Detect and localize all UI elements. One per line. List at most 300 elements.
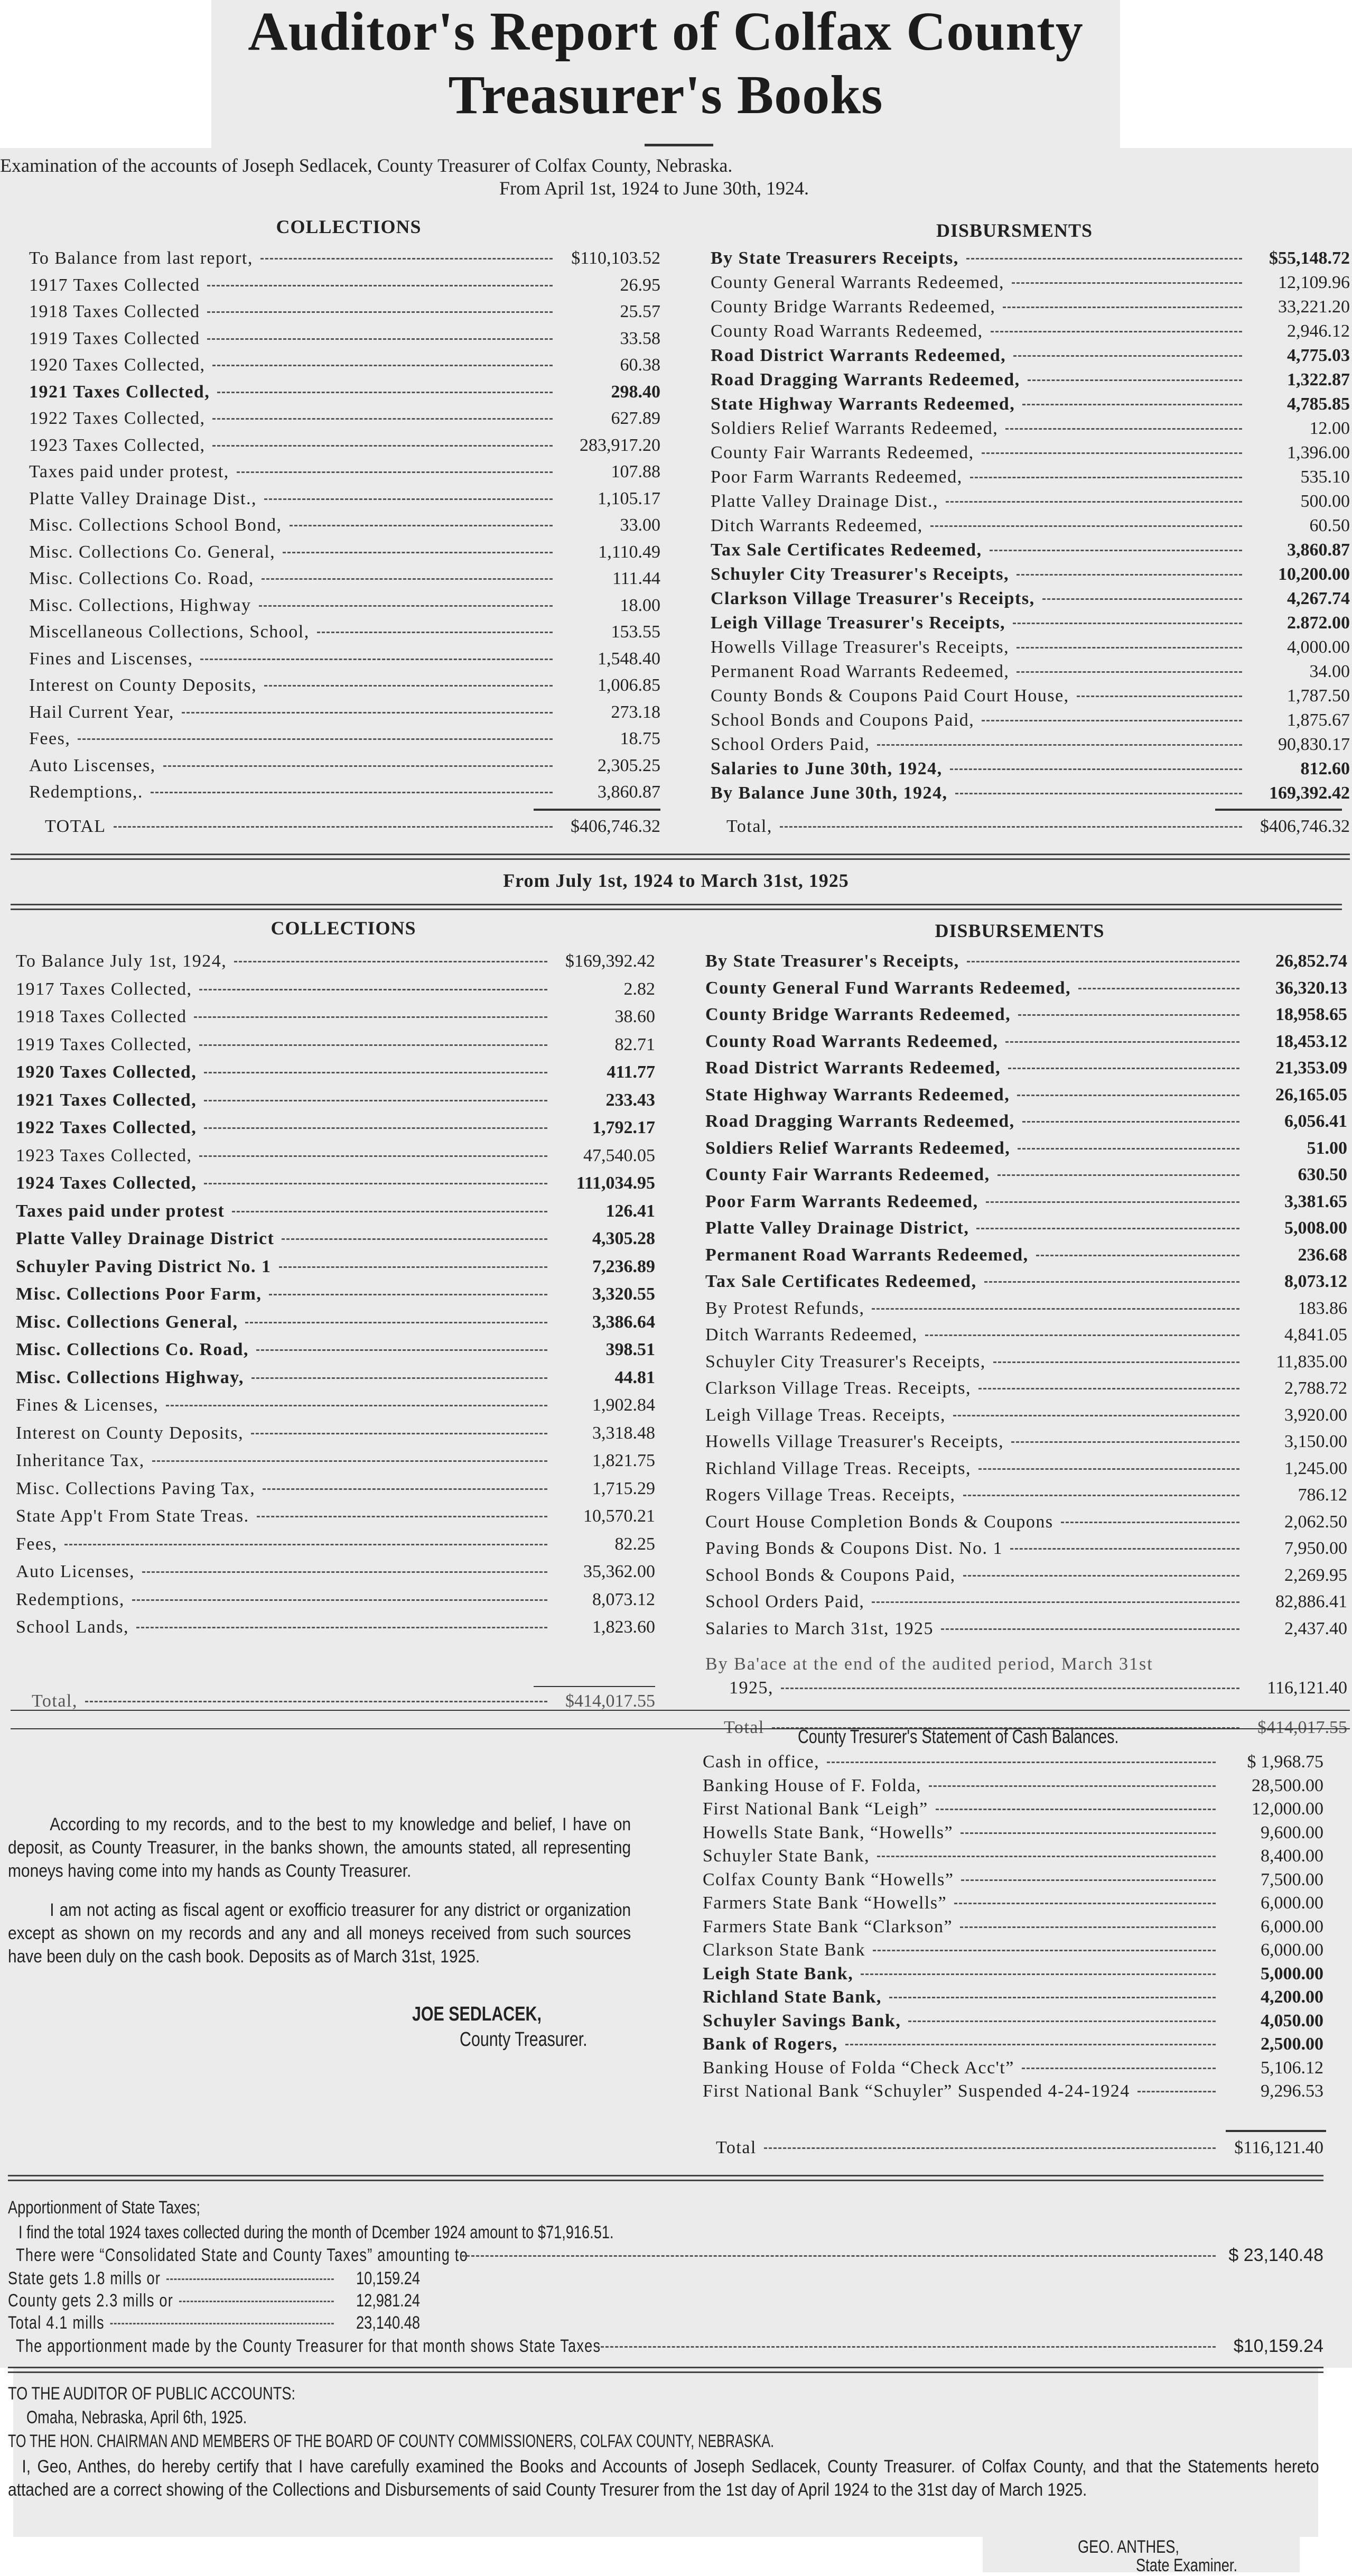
item-amount: 236.68 bbox=[1298, 1245, 1347, 1265]
item-label: Taxes paid under protest bbox=[16, 1201, 225, 1221]
list-item bbox=[703, 2011, 1323, 2035]
list-item bbox=[16, 1340, 655, 1368]
item-label: First National Bank “Leigh” bbox=[703, 1799, 928, 1819]
list-item bbox=[29, 275, 660, 302]
list-item bbox=[711, 516, 1350, 540]
item-label: First National Bank “Schuyler” Suspended 4-24-1924 bbox=[703, 2081, 1130, 2101]
list-item bbox=[705, 1352, 1347, 1379]
leader-dots bbox=[279, 1266, 547, 1268]
item-label: Misc. Collections, Highway bbox=[29, 595, 251, 615]
item-amount: 6,056.41 bbox=[1284, 1111, 1347, 1131]
leader-dots bbox=[263, 1488, 547, 1490]
item-label: State App't From State Treas. bbox=[16, 1506, 249, 1526]
item-label: Clarkson State Bank bbox=[703, 1940, 866, 1960]
leader-dots bbox=[781, 1688, 1239, 1689]
list-item bbox=[705, 1299, 1347, 1326]
statement-paragraph: I am not acting as fiscal agent or exofficio treasurer for any district or organization except as shown on my records and any and all moneys received from such sources have been duly on the cash book. Deposits as of March 31st, 1925. bbox=[8, 1900, 631, 1967]
item-amount: 233.43 bbox=[605, 1090, 655, 1110]
item-amount: 169,392.42 bbox=[1269, 783, 1350, 803]
leader-dots bbox=[960, 1926, 1216, 1928]
leader-dots bbox=[764, 2147, 1216, 2149]
item-amount: 1,902.84 bbox=[592, 1395, 655, 1415]
item-amount: 6,000.00 bbox=[1261, 1893, 1323, 1913]
item-label: Fees, bbox=[29, 729, 71, 748]
list-item bbox=[705, 1405, 1347, 1432]
item-label: 1923 Taxes Collected, bbox=[29, 435, 206, 455]
leader-dots bbox=[1022, 1121, 1239, 1123]
list-item bbox=[705, 1192, 1347, 1219]
item-label: Poor Farm Warrants Redeemed, bbox=[711, 467, 963, 487]
leader-dots bbox=[946, 501, 1242, 503]
leader-dots bbox=[264, 498, 553, 500]
leader-dots bbox=[199, 1044, 547, 1046]
leader-dots bbox=[251, 1433, 547, 1434]
leader-dots bbox=[908, 2021, 1216, 2022]
item-label: By Balance June 30th, 1924, bbox=[711, 783, 948, 803]
item-label: Misc. Collections Paving Tax, bbox=[16, 1478, 256, 1498]
item-amount: 18.75 bbox=[620, 729, 660, 748]
item-amount: 12,109.96 bbox=[1278, 273, 1350, 292]
consolidated-row bbox=[16, 2245, 1323, 2266]
cash-balances-heading: County Tresurer's Statement of Cash Balances. bbox=[798, 1726, 1119, 1747]
item-label: Platte Valley Drainage District, bbox=[705, 1218, 969, 1238]
item-label: County Fair Warrants Redeemed, bbox=[705, 1165, 990, 1184]
list-item bbox=[29, 489, 660, 516]
item-amount: 2,269.95 bbox=[1284, 1565, 1347, 1585]
item-amount: 3,860.87 bbox=[1287, 540, 1350, 560]
list-item bbox=[16, 1257, 655, 1285]
cash-balances-list bbox=[703, 1752, 1323, 2105]
list-item bbox=[16, 1173, 655, 1201]
leader-dots bbox=[1036, 1255, 1239, 1256]
item-amount: 11,835.00 bbox=[1276, 1351, 1347, 1372]
item-label: Bank of Rogers, bbox=[703, 2034, 838, 2054]
item-amount: 1,715.29 bbox=[592, 1478, 655, 1498]
item-label: 1920 Taxes Collected, bbox=[16, 1062, 197, 1082]
item-label: Soldiers Relief Warrants Redeemed, bbox=[711, 419, 999, 438]
list-item bbox=[711, 321, 1350, 346]
p1-disbursements-subtotal-rule bbox=[1215, 809, 1342, 811]
list-item bbox=[29, 596, 660, 623]
leader-dots bbox=[963, 1495, 1239, 1496]
item-amount: 51.00 bbox=[1307, 1138, 1347, 1158]
item-amount: 627.89 bbox=[611, 409, 660, 428]
item-label: 1921 Taxes Collected, bbox=[16, 1090, 197, 1110]
item-amount: 107.88 bbox=[611, 462, 660, 481]
list-item bbox=[16, 979, 655, 1007]
p1-collections-heading: COLLECTIONS bbox=[276, 216, 422, 237]
section-divider bbox=[11, 1728, 1350, 1729]
leader-dots bbox=[1018, 1014, 1239, 1016]
item-label: Leigh Village Treas. Receipts, bbox=[705, 1405, 946, 1425]
item-label: School Orders Paid, bbox=[705, 1592, 865, 1611]
item-label: Howells Village Treasurer's Receipts, bbox=[711, 637, 1010, 657]
item-amount: 8,073.12 bbox=[1284, 1272, 1347, 1291]
leader-dots bbox=[163, 765, 553, 767]
item-amount: 1,787.50 bbox=[1287, 686, 1350, 706]
p1-disbursements-total bbox=[726, 817, 1350, 837]
leader-dots bbox=[991, 331, 1242, 332]
item-label: By Protest Refunds, bbox=[705, 1298, 865, 1318]
item-amount: 1,110.49 bbox=[598, 542, 660, 562]
leader-dots bbox=[204, 1183, 547, 1184]
leader-dots bbox=[1042, 598, 1242, 600]
list-item bbox=[8, 2268, 420, 2291]
item-amount: 82.71 bbox=[614, 1034, 655, 1054]
leader-dots bbox=[212, 445, 553, 447]
item-label: Farmers State Bank “Howells” bbox=[703, 1893, 947, 1913]
item-label: 1919 Taxes Collected bbox=[29, 328, 200, 348]
leader-dots bbox=[204, 1127, 547, 1129]
list-item bbox=[705, 1485, 1347, 1512]
item-amount: 786.12 bbox=[1298, 1485, 1347, 1505]
item-label: To Balance July 1st, 1924, bbox=[16, 951, 227, 971]
leader-dots bbox=[136, 1627, 547, 1628]
list-item bbox=[705, 1619, 1347, 1646]
list-item bbox=[711, 540, 1350, 564]
leader-dots bbox=[1061, 1522, 1239, 1523]
p2-disbursements-heading: DISBURSEMENTS bbox=[935, 920, 1105, 941]
treasurer-signature-title: County Treasurer. bbox=[460, 2028, 588, 2051]
list-item bbox=[29, 569, 660, 596]
list-item bbox=[705, 1432, 1347, 1459]
item-amount: 8,073.12 bbox=[592, 1589, 655, 1609]
list-item bbox=[16, 1062, 655, 1090]
leader-dots bbox=[1077, 696, 1242, 697]
item-amount: 18.00 bbox=[620, 595, 660, 615]
leader-dots bbox=[179, 2301, 334, 2302]
leader-dots bbox=[182, 712, 553, 714]
list-item bbox=[705, 1032, 1347, 1059]
list-item bbox=[29, 675, 660, 702]
leader-dots bbox=[207, 285, 553, 286]
item-label: School Bonds and Coupons Paid, bbox=[711, 710, 975, 730]
leader-dots bbox=[1010, 1548, 1239, 1550]
leader-dots bbox=[872, 1308, 1239, 1310]
cash-subtotal-rule bbox=[1226, 2130, 1326, 2132]
item-amount: 35,362.00 bbox=[583, 1562, 655, 1581]
leader-dots bbox=[845, 2044, 1216, 2045]
item-label: 1920 Taxes Collected, bbox=[29, 355, 206, 375]
item-label: Rogers Village Treas. Receipts, bbox=[705, 1485, 956, 1505]
item-label: Hail Current Year, bbox=[29, 702, 174, 722]
total-amount: $406,746.32 bbox=[571, 817, 660, 836]
item-amount: 411.77 bbox=[607, 1062, 655, 1082]
leader-dots bbox=[1028, 379, 1242, 381]
leader-dots bbox=[941, 1628, 1239, 1630]
balance-label: 1925, bbox=[729, 1678, 773, 1698]
item-amount: 535.10 bbox=[1300, 467, 1350, 487]
list-item bbox=[711, 783, 1350, 808]
item-amount: 2,788.72 bbox=[1284, 1378, 1347, 1398]
list-item bbox=[16, 1479, 655, 1507]
list-item bbox=[705, 951, 1347, 978]
total-label: Total, bbox=[726, 817, 772, 836]
leader-dots bbox=[780, 826, 1242, 828]
leader-dots bbox=[110, 2323, 334, 2324]
list-item bbox=[16, 1395, 655, 1423]
list-item bbox=[711, 443, 1350, 467]
item-amount: 18,958.65 bbox=[1275, 1005, 1347, 1024]
item-amount: 33.58 bbox=[620, 328, 660, 348]
list-item bbox=[705, 1085, 1347, 1112]
item-label: Misc. Collections General, bbox=[16, 1312, 238, 1332]
leader-dots bbox=[954, 1903, 1216, 1904]
item-amount: 10,200.00 bbox=[1278, 564, 1350, 584]
p2-collections-total bbox=[32, 1691, 655, 1711]
item-label: State Highway Warrants Redeemed, bbox=[705, 1085, 1010, 1105]
total-amount: $116,121.40 bbox=[1234, 2138, 1323, 2157]
leader-dots bbox=[889, 1997, 1216, 1998]
list-item bbox=[16, 1617, 655, 1645]
p1-collections-subtotal-rule bbox=[534, 809, 660, 811]
item-amount: 25.57 bbox=[620, 302, 660, 321]
list-item bbox=[711, 394, 1350, 419]
list-item bbox=[16, 1368, 655, 1396]
item-amount: 5,000.00 bbox=[1261, 1963, 1323, 1984]
item-amount: 3,381.65 bbox=[1284, 1191, 1347, 1211]
list-item bbox=[711, 370, 1350, 394]
item-amount: 7,950.00 bbox=[1284, 1539, 1347, 1558]
item-label: County General Fund Warrants Redeemed, bbox=[705, 978, 1071, 998]
leader-dots bbox=[966, 258, 1242, 260]
place-date: Omaha, Nebraska, April 6th, 1925. bbox=[26, 2407, 247, 2427]
item-amount: 60.50 bbox=[1309, 516, 1350, 535]
total-label: TOTAL bbox=[45, 817, 106, 836]
leader-dots bbox=[1017, 671, 1242, 673]
list-item bbox=[703, 1870, 1323, 1894]
item-amount: 3,320.55 bbox=[592, 1284, 655, 1304]
leader-dots bbox=[151, 792, 553, 793]
list-item bbox=[29, 409, 660, 435]
list-item bbox=[29, 435, 660, 462]
item-label: County Bridge Warrants Redeemed, bbox=[705, 1005, 1011, 1024]
leader-dots bbox=[872, 1601, 1239, 1603]
p2-period-heading: From July 1st, 1924 to March 31st, 1925 bbox=[503, 870, 849, 891]
item-label: 1917 Taxes Collected, bbox=[16, 979, 192, 999]
item-label: 1921 Taxes Collected, bbox=[29, 382, 210, 402]
list-item bbox=[705, 1539, 1347, 1565]
leader-dots bbox=[1022, 2068, 1216, 2069]
item-amount: 38.60 bbox=[614, 1007, 655, 1026]
leader-dots bbox=[166, 1405, 547, 1406]
leader-dots bbox=[963, 1575, 1239, 1577]
list-item bbox=[29, 542, 660, 569]
item-label: Platte Valley Drainage District bbox=[16, 1229, 275, 1248]
list-item bbox=[705, 1218, 1347, 1245]
list-item bbox=[29, 462, 660, 489]
p2-collections-list bbox=[16, 951, 655, 1645]
leader-dots bbox=[78, 738, 553, 740]
p1-disbursements-list bbox=[711, 248, 1350, 808]
item-amount: 2.82 bbox=[623, 979, 655, 999]
list-item bbox=[16, 1201, 655, 1229]
item-amount: 26,852.74 bbox=[1275, 951, 1347, 971]
page-title-line2: Treasurer's Books bbox=[448, 64, 883, 125]
list-item bbox=[703, 1917, 1323, 1941]
item-label: Paving Bonds & Coupons Dist. No. 1 bbox=[705, 1539, 1003, 1558]
item-label: Howells State Bank, “Howells” bbox=[703, 1822, 954, 1842]
item-label: Clarkson Village Treas. Receipts, bbox=[705, 1378, 971, 1398]
item-label: Redemptions, bbox=[16, 1589, 125, 1609]
list-item bbox=[29, 782, 660, 809]
leader-dots bbox=[877, 744, 1242, 746]
total-amount: $414,017.55 bbox=[565, 1691, 655, 1711]
apportionment-final-row bbox=[16, 2336, 1323, 2357]
leader-dots bbox=[199, 989, 547, 990]
item-label: County Fair Warrants Redeemed, bbox=[711, 443, 974, 462]
list-item bbox=[705, 978, 1347, 1005]
list-item bbox=[703, 1893, 1323, 1917]
list-item bbox=[703, 2081, 1323, 2105]
item-label: County Road Warrants Redeemed, bbox=[711, 321, 983, 341]
list-item bbox=[16, 1451, 655, 1479]
item-label: Redemptions,. bbox=[29, 782, 143, 802]
list-item bbox=[29, 729, 660, 756]
item-label: Salaries to June 30th, 1924, bbox=[711, 759, 943, 779]
item-label: Ditch Warrants Redeemed, bbox=[711, 516, 923, 535]
item-amount: 1,792.17 bbox=[592, 1118, 655, 1137]
item-amount: 1,006.85 bbox=[598, 675, 660, 695]
list-item bbox=[711, 637, 1350, 662]
list-item bbox=[703, 1987, 1323, 2011]
treasurer-statement bbox=[8, 1813, 716, 1984]
leader-dots bbox=[251, 1377, 547, 1379]
leader-dots bbox=[85, 1701, 547, 1702]
item-amount: 126.41 bbox=[605, 1201, 655, 1221]
leader-dots bbox=[873, 1950, 1216, 1951]
leader-dots bbox=[237, 471, 553, 473]
item-label: By State Treasurer's Receipts, bbox=[705, 951, 959, 971]
final-amount: $10,159.24 bbox=[1233, 2336, 1323, 2356]
item-label: Permanent Road Warrants Redeemed, bbox=[711, 662, 1010, 681]
leader-dots bbox=[596, 2346, 1216, 2348]
item-amount: 2,437.40 bbox=[1284, 1618, 1347, 1638]
item-label: To Balance from last report, bbox=[29, 248, 253, 268]
item-amount: 1,105.17 bbox=[598, 488, 660, 508]
item-amount: 500.00 bbox=[1300, 492, 1350, 511]
leader-dots bbox=[290, 525, 553, 526]
item-label: Misc. Collections Co. Road, bbox=[16, 1340, 249, 1359]
item-label: Road Dragging Warrants Redeemed, bbox=[705, 1111, 1015, 1131]
leader-dots bbox=[217, 392, 553, 393]
leader-dots bbox=[262, 578, 553, 580]
item-label: Interest on County Deposits, bbox=[16, 1423, 244, 1443]
leader-dots bbox=[1013, 355, 1242, 357]
item-label: Inheritance Tax, bbox=[16, 1451, 145, 1470]
list-item bbox=[16, 1090, 655, 1118]
total-label: Total bbox=[716, 2138, 757, 2157]
list-item bbox=[29, 756, 660, 783]
list-item bbox=[8, 2291, 420, 2313]
list-item bbox=[16, 1534, 655, 1562]
p2-collections-subtotal-rule bbox=[534, 1686, 655, 1687]
item-amount: 10,570.21 bbox=[583, 1506, 655, 1526]
list-item bbox=[711, 248, 1350, 273]
item-amount: 4,050.00 bbox=[1261, 2010, 1323, 2031]
item-amount: 273.18 bbox=[611, 702, 660, 722]
leader-dots bbox=[260, 258, 553, 260]
item-amount: $169,392.42 bbox=[565, 951, 655, 971]
total-amount: $406,746.32 bbox=[1260, 817, 1350, 836]
item-label: Misc. Collections Highway, bbox=[16, 1367, 244, 1387]
list-item bbox=[705, 1111, 1347, 1138]
item-label: Platte Valley Drainage Dist., bbox=[711, 492, 938, 511]
list-item bbox=[711, 467, 1350, 492]
item-amount: 153.55 bbox=[611, 622, 660, 642]
item-label: State Highway Warrants Redeemed, bbox=[711, 394, 1015, 414]
item-label: Poor Farm Warrants Redeemed, bbox=[705, 1191, 978, 1211]
item-label: Ditch Warrants Redeemed, bbox=[705, 1325, 918, 1345]
item-label: Schuyler State Bank, bbox=[703, 1846, 870, 1866]
item-label: Schuyler Savings Bank, bbox=[703, 2010, 901, 2031]
leader-dots bbox=[1005, 1041, 1239, 1043]
statement-paragraph: According to my records, and to the best to my knowledge and belief, I have on deposit, as County Treasurer, in the banks shown, the amounts stated, all representing moneys having come into my hands as County Treasurer. bbox=[8, 1814, 631, 1881]
examiner-signature-title: State Examiner. bbox=[1136, 2555, 1238, 2575]
leader-dots bbox=[64, 1544, 547, 1545]
list-item bbox=[711, 613, 1350, 637]
item-label: Richland Village Treas. Receipts, bbox=[705, 1458, 971, 1478]
leader-dots bbox=[234, 961, 547, 962]
item-label: 1917 Taxes Collected bbox=[29, 275, 200, 295]
list-item bbox=[16, 1146, 655, 1174]
leader-dots bbox=[212, 418, 553, 420]
leader-dots bbox=[982, 452, 1242, 454]
intro-text: Examination of the accounts of Joseph Sedlacek, County Treasurer of Colfax County, Nebraska. bbox=[0, 155, 733, 176]
list-item bbox=[705, 1565, 1347, 1592]
item-label: Colfax County Bank “Howells” bbox=[703, 1869, 954, 1889]
item-label: Leigh State Bank, bbox=[703, 1963, 854, 1984]
leader-dots bbox=[1011, 1441, 1239, 1443]
leader-dots bbox=[976, 1228, 1239, 1229]
item-amount: 21,353.09 bbox=[1275, 1058, 1347, 1078]
list-item bbox=[16, 1506, 655, 1534]
leader-dots bbox=[1017, 647, 1242, 648]
list-item bbox=[29, 248, 660, 275]
p2-collections-heading: COLLECTIONS bbox=[271, 918, 416, 939]
list-item bbox=[29, 622, 660, 649]
list-item bbox=[705, 1378, 1347, 1405]
leader-dots bbox=[925, 1335, 1239, 1336]
item-label: Interest on County Deposits, bbox=[29, 675, 257, 695]
item-amount: 28,500.00 bbox=[1252, 1775, 1323, 1795]
leader-dots bbox=[936, 1809, 1216, 1810]
list-item bbox=[705, 1592, 1347, 1619]
leader-dots bbox=[970, 477, 1242, 478]
item-label: 1918 Taxes Collected bbox=[29, 302, 200, 321]
item-amount: 90,830.17 bbox=[1278, 735, 1350, 754]
leader-dots bbox=[317, 632, 553, 633]
leader-dots bbox=[204, 1100, 547, 1101]
item-label: Auto Liscenses, bbox=[29, 755, 156, 775]
item-label: Permanent Road Warrants Redeemed, bbox=[705, 1245, 1029, 1265]
item-amount: 111.44 bbox=[612, 569, 660, 588]
item-label: 1922 Taxes Collected, bbox=[16, 1118, 197, 1137]
list-item bbox=[705, 1325, 1347, 1352]
leader-dots bbox=[993, 1361, 1239, 1363]
list-item bbox=[711, 564, 1350, 589]
item-amount: 4,785.85 bbox=[1287, 394, 1350, 414]
total-label: Total, bbox=[32, 1691, 78, 1711]
intro-period: From April 1st, 1924 to June 30th, 1924. bbox=[499, 178, 809, 199]
item-amount: 44.81 bbox=[614, 1367, 655, 1387]
item-label: Clarkson Village Treasurer's Receipts, bbox=[711, 589, 1035, 608]
leader-dots bbox=[1008, 1068, 1239, 1069]
item-label: County General Warrants Redeemed, bbox=[711, 273, 1004, 292]
list-item bbox=[705, 1272, 1347, 1299]
item-amount: 10,159.24 bbox=[356, 2268, 420, 2288]
item-label: Soldiers Relief Warrants Redeemed, bbox=[705, 1138, 1011, 1158]
